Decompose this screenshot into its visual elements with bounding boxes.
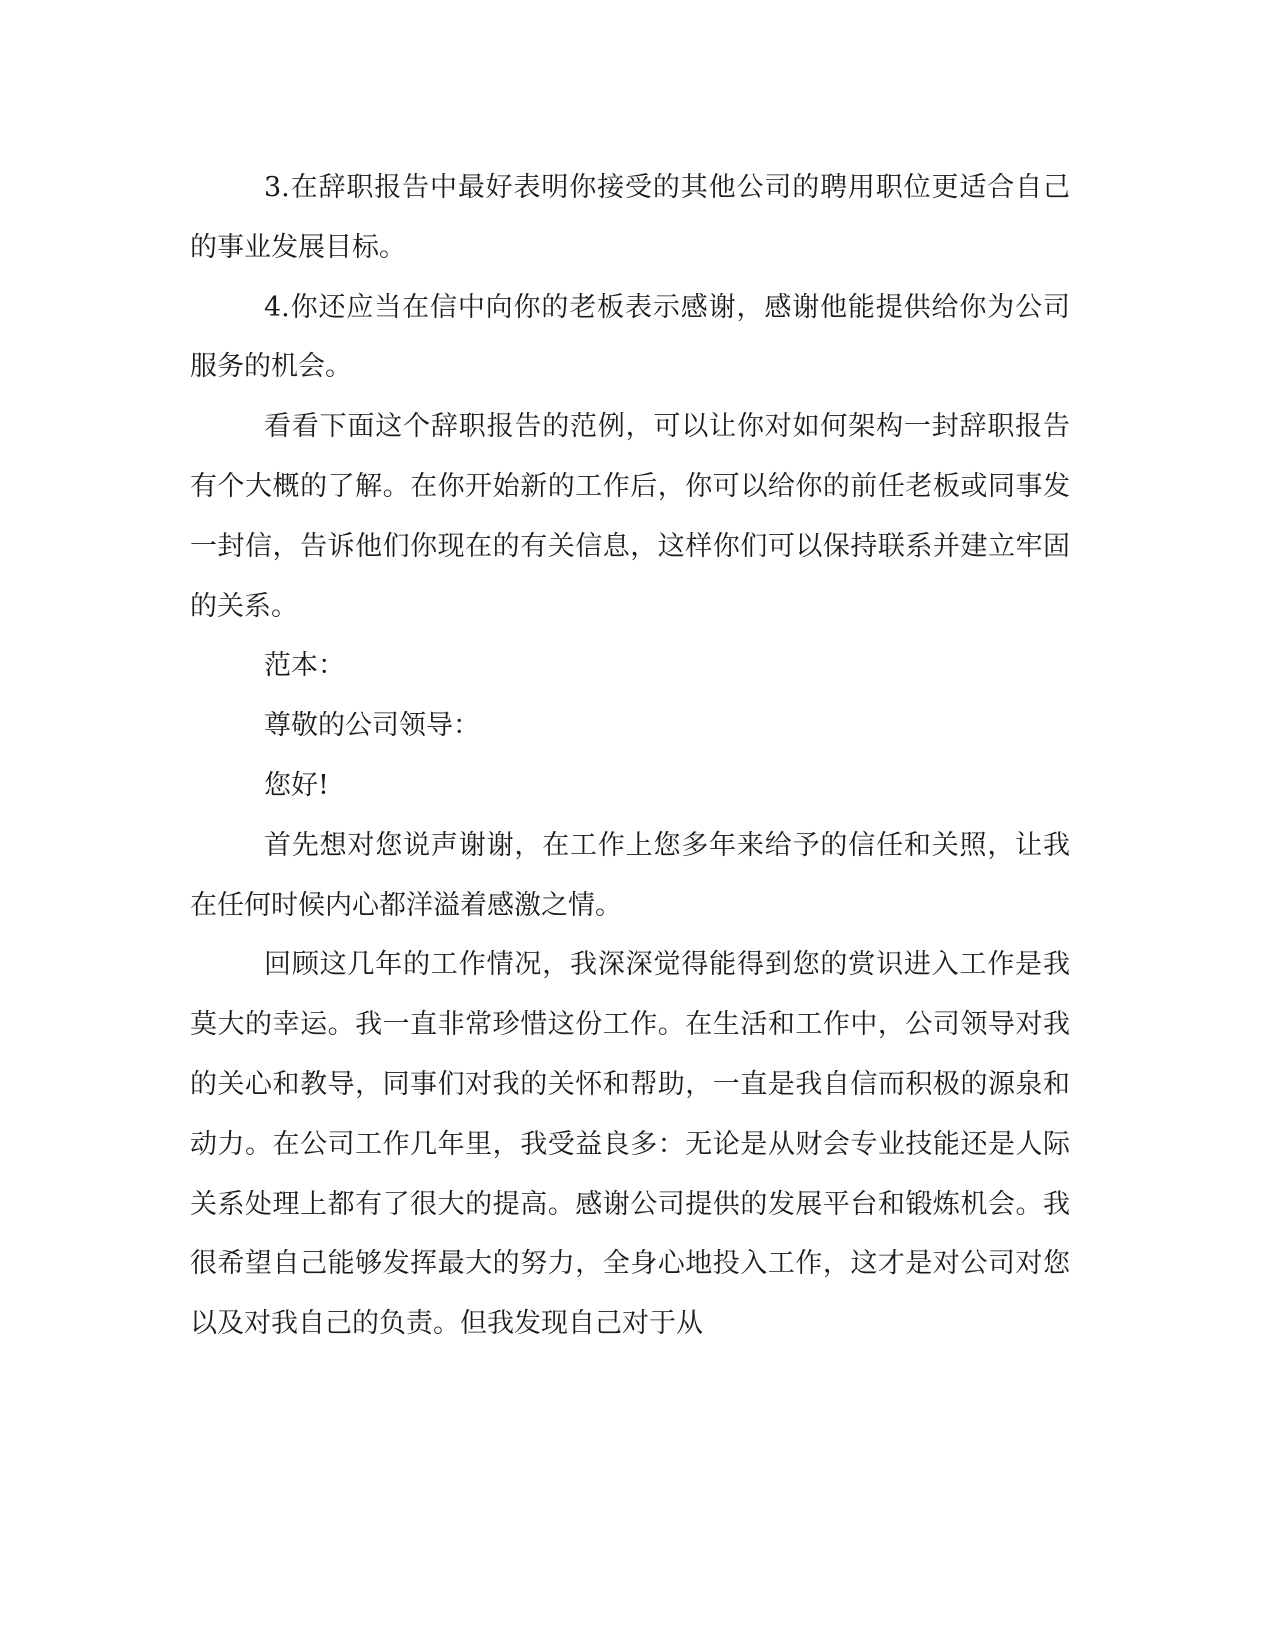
paragraph-review: 回顾这几年的工作情况，我深深觉得能得到您的赏识进入工作是我莫大的幸运。我一直非常珍惜这份工作。在生活和工作中，公司领导对我的关心和教导，同事们对我的关怀和帮助，一直是我自信而积极的源泉和动力。在公司工作几年里，我受益良多：无论是从财会专业技能还是人际关系处理上都有了很大的提高。感谢公司提供的发展平台和锻炼机会。我很希望自己能够发挥最大的努力，全身心地投入工作，这才是对公司对您以及对我自己的负责。但我发现自己对于从	[190, 949, 1070, 1340]
paragraph-tip-3: 3.在辞职报告中最好表明你接受的其他公司的聘用职位更适合自己的事业发展目标。	[190, 172, 1070, 263]
document-body	[190, 158, 1070, 1354]
paragraph-greeting: 您好!	[264, 769, 329, 801]
paragraph-tip-4: 4.你还应当在信中向你的老板表示感谢，感谢他能提供给你为公司服务的机会。	[190, 291, 1070, 383]
paragraph-salutation: 尊敬的公司领导：	[264, 710, 480, 742]
paragraph-thanks: 首先想对您说声谢谢，在工作上您多年来给予的信任和关照，让我在任何时候内心都洋溢着感激之情。	[190, 829, 1070, 921]
paragraph-intro-sample: 看看下面这个辞职报告的范例，可以让你对如何架构一封辞职报告有个大概的了解。在你开始新的工作后，你可以给你的前任老板或同事发一封信，告诉他们你现在的有关信息，这样你们可以保持联系并建立牢固的关系。	[190, 411, 1070, 622]
paragraph-sample-label: 范本：	[264, 650, 345, 682]
